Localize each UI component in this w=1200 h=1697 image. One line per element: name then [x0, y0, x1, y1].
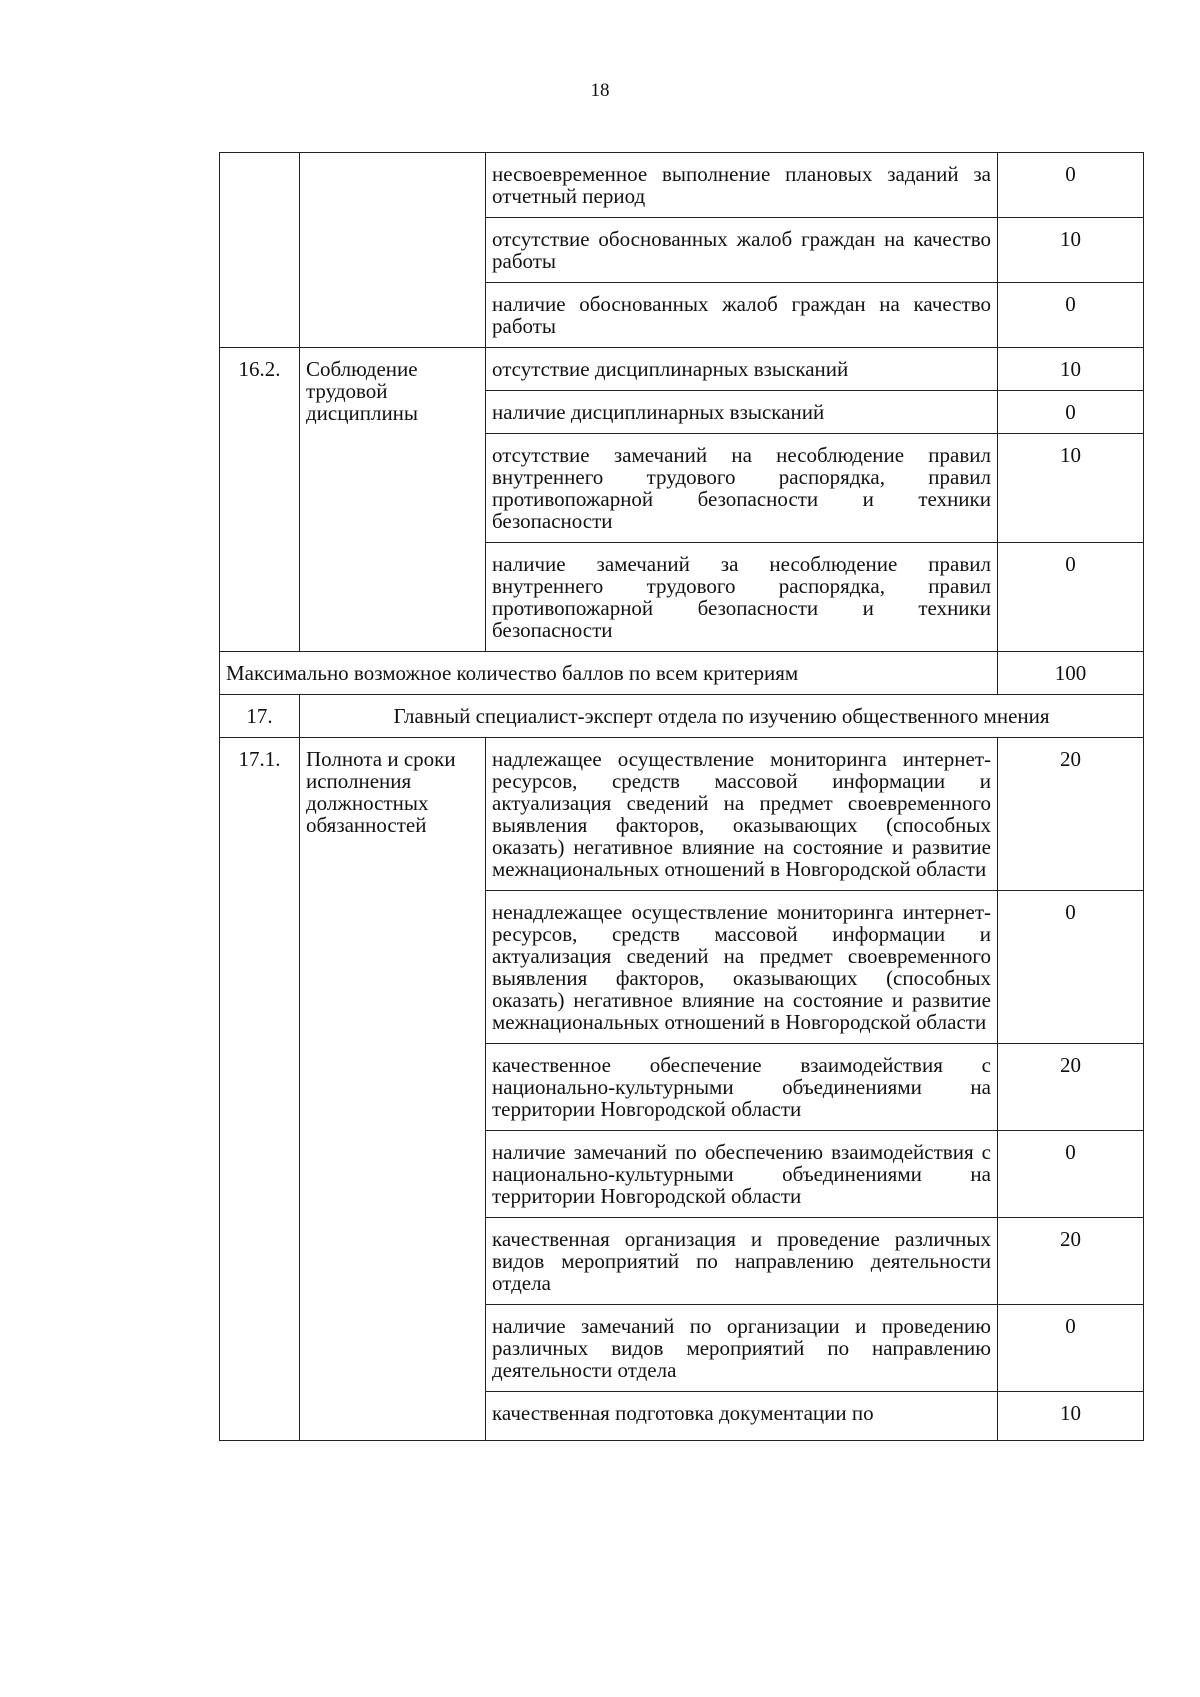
- indicator-score: 10: [998, 434, 1144, 543]
- criterion-name-cell: [300, 153, 486, 348]
- criterion-name: Полнота и сроки исполнения должностных обязанностей: [300, 738, 486, 1441]
- indicator-description: наличие замечаний за несоблюдение правил внутреннего трудового распорядка, правил противопожарной безопасности и техники безопасности: [486, 543, 998, 652]
- indicator-description: отсутствие замечаний на несоблюдение правил внутреннего трудового распорядка, правил противопожарной безопасности и техники безопасности: [486, 434, 998, 543]
- indicator-score: 20: [998, 1044, 1144, 1131]
- indicator-description: отсутствие обоснованных жалоб граждан на качество работы: [486, 218, 998, 283]
- indicator-description: наличие обоснованных жалоб граждан на качество работы: [486, 283, 998, 348]
- indicator-score: 20: [998, 1218, 1144, 1305]
- indicator-description: несвоевременное выполнение плановых заданий за отчетный период: [486, 153, 998, 218]
- indicator-score: 10: [998, 1392, 1144, 1441]
- indicator-description: отсутствие дисциплинарных взысканий: [486, 348, 998, 391]
- indicator-description: ненадлежащее осуществление мониторинга интернет-ресурсов, средств массовой информации и актуализация сведений на предмет своевременного выявления факторов, оказывающих (способных оказать) негативное влияние на состояние и развитие межнациональных отношений в Новгородской области: [486, 891, 998, 1044]
- indicator-score: 10: [998, 348, 1144, 391]
- indicator-score: 0: [998, 283, 1144, 348]
- criterion-number-cell: [220, 153, 300, 348]
- table-row: [220, 348, 1144, 391]
- criterion-number: 16.2.: [220, 348, 300, 652]
- indicator-score: 0: [998, 1131, 1144, 1218]
- indicator-score: 0: [998, 1305, 1144, 1392]
- total-label: Максимально возможное количество баллов по всем критериям: [220, 652, 998, 695]
- section-header-row: [220, 695, 1144, 738]
- indicator-description: наличие дисциплинарных взысканий: [486, 391, 998, 434]
- criterion-name: Соблюдение трудовой дисциплины: [300, 348, 486, 652]
- indicator-score: 0: [998, 391, 1144, 434]
- indicator-score: 10: [998, 218, 1144, 283]
- indicator-description: качественная подготовка документации по: [486, 1392, 998, 1441]
- indicator-score: 0: [998, 543, 1144, 652]
- page-number: 18: [590, 80, 610, 101]
- criterion-number: 17.1.: [220, 738, 300, 1441]
- total-row: [220, 652, 1144, 695]
- indicator-description: качественная организация и проведение различных видов мероприятий по направлению деятельности отдела: [486, 1218, 998, 1305]
- indicator-description: надлежащее осуществление мониторинга интернет-ресурсов, средств массовой информации и актуализация сведений на предмет своевременного выявления факторов, оказывающих (способных оказать) негативное влияние на состояние и развитие межнациональных отношений в Новгородской области: [486, 738, 998, 891]
- indicator-score: 20: [998, 738, 1144, 891]
- section-title: Главный специалист-эксперт отдела по изучению общественного мнения: [300, 695, 1144, 738]
- table-row: [220, 153, 1144, 218]
- indicator-score: 0: [998, 153, 1144, 218]
- indicator-score: 0: [998, 891, 1144, 1044]
- section-number: 17.: [220, 695, 300, 738]
- indicator-description: наличие замечаний по обеспечению взаимодействия с национально-культурными объединениями на территории Новгородской области: [486, 1131, 998, 1218]
- table-row: [220, 738, 1144, 891]
- total-score: 100: [998, 652, 1144, 695]
- criteria-table: [219, 152, 1144, 1441]
- indicator-description: качественное обеспечение взаимодействия с национально-культурными объединениями на территории Новгородской области: [486, 1044, 998, 1131]
- indicator-description: наличие замечаний по организации и проведению различных видов мероприятий по направлению деятельности отдела: [486, 1305, 998, 1392]
